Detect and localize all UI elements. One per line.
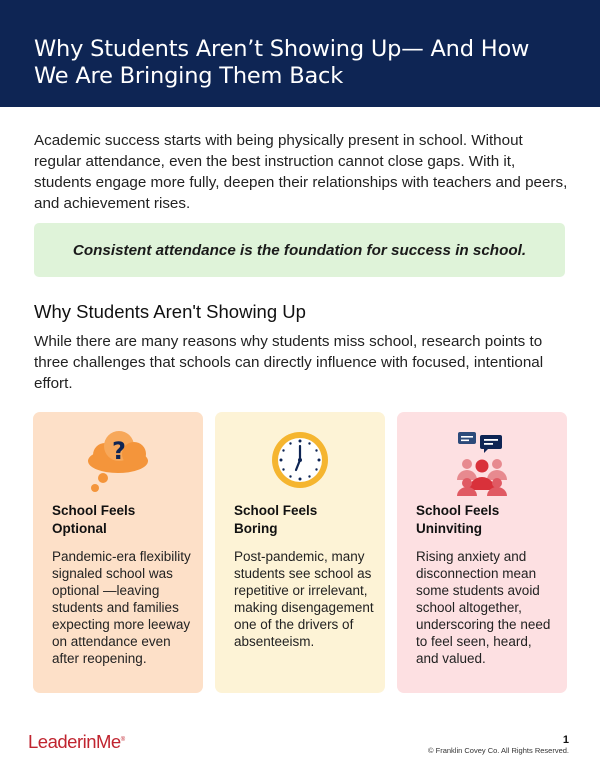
section-title: Why Students Aren't Showing Up bbox=[34, 301, 306, 322]
page-number: 1 bbox=[562, 734, 569, 746]
card-boring bbox=[215, 412, 385, 693]
callout-box bbox=[34, 223, 565, 277]
card-text: Post-pandemic, many students see school as repetitive or irrelevant, making disengagement one of the drivers of absenteeism. bbox=[234, 549, 374, 649]
card-title: School Feels Optional bbox=[52, 503, 136, 536]
card-uninviting bbox=[397, 412, 567, 693]
page-header bbox=[0, 0, 600, 107]
intro-paragraph: Academic success starts with being physically present in school. Without regular attendance, even the best instruction cannot close gaps. With it, students engage more fully, deepen their relationships with teachers and peers, and achievement rises. bbox=[34, 132, 568, 212]
callout-text: Consistent attendance is the foundation for success in school. bbox=[72, 241, 527, 259]
card-text: Pandemic-era flexibility signaled school was optional —leaving students and families expecting more leeway on attendance even after reopening. bbox=[52, 549, 191, 666]
people-chat-icon bbox=[397, 430, 567, 500]
card-title: School Feels Uninviting bbox=[416, 503, 500, 536]
section-body: While there are many reasons why students miss school, research points to three challenges that schools can directly influence with focused, intentional effort. bbox=[34, 333, 544, 392]
card-optional bbox=[33, 412, 203, 693]
copyright-text: © Franklin Covey Co. All Rights Reserved. bbox=[428, 746, 569, 755]
question-cloud-icon bbox=[33, 430, 203, 500]
card-text: Rising anxiety and disconnection mean some students avoid school altogether, underscoring the need to feel seen, heard, and valued. bbox=[416, 549, 551, 666]
page-title bbox=[34, 36, 566, 90]
page-title-line1: Why Students Aren’t Showing Up— And How bbox=[34, 36, 530, 62]
clock-icon bbox=[215, 430, 385, 500]
svg-text:?: ? bbox=[112, 437, 126, 465]
leader-in-me-logo: LeaderinMe® bbox=[28, 731, 125, 752]
page-title-line2: We Are Bringing Them Back bbox=[34, 63, 344, 89]
card-title: School Feels Boring bbox=[234, 503, 318, 536]
